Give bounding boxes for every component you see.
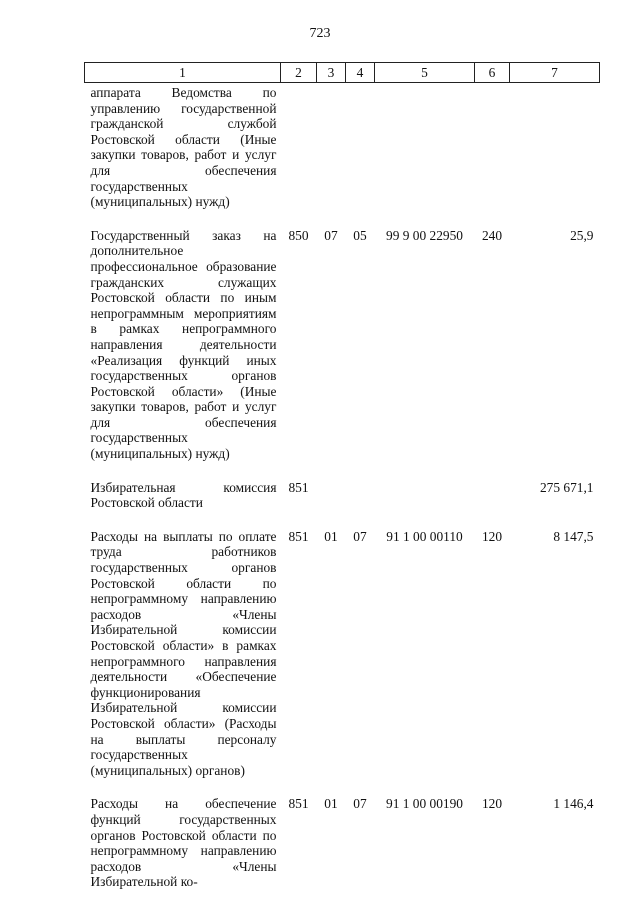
row-csr: 99 9 00 22950 xyxy=(386,227,463,243)
column-header: 7 xyxy=(510,63,600,83)
row-name: Расходы на обеспечение функций государственных органов Ростовской области по непрограммному направлению расходов «Члены Избирательной ко- xyxy=(90,796,277,890)
table-row xyxy=(85,83,600,228)
row-vr: 120 xyxy=(481,796,503,812)
column-header: 2 xyxy=(281,63,317,83)
table-row xyxy=(85,796,600,908)
row-ved: 851 xyxy=(288,479,309,495)
table-row xyxy=(85,228,600,480)
row-csr: 91 1 00 00190 xyxy=(386,796,463,812)
table-header-row xyxy=(85,63,600,83)
row-vr xyxy=(475,480,510,529)
row-ved xyxy=(281,83,317,228)
row-name: Государственный заказ на дополнительное профессиональное образование гражданских служащих Ростовской области по иным непрограммным мероприятиям в рамках непрограммного направления деятельности «Реализация функций иных государственных органов Ростовской области» (Иные закупки товаров, работ и услуг для обеспечения государственных (муниципальных) нужд) xyxy=(90,227,277,462)
column-header: 3 xyxy=(317,63,346,83)
row-csr xyxy=(375,83,475,228)
row-amount: 1 146,4 xyxy=(553,796,594,812)
row-vr: 240 xyxy=(481,227,503,243)
row-amount: 25,9 xyxy=(570,227,594,243)
row-amount: 275 671,1 xyxy=(539,479,594,495)
row-rz: 01 xyxy=(324,796,338,812)
row-amount: 8 147,5 xyxy=(553,528,594,544)
row-rz xyxy=(317,480,346,529)
column-header: 6 xyxy=(475,63,510,83)
row-name: Расходы на выплаты по оплате труда работников государственных органов Ростовской области по непрограммному направлению расходов «Члены Избирательной комиссии Ростовской области» в рамках непрограммного направления деятельности «Обеспечение функционирования Избирательной комиссии Ростовской области» (Расходы на выплаты персоналу государственных (муниципальных) органов) xyxy=(90,528,277,778)
row-ved: 850 xyxy=(288,227,309,243)
row-vr xyxy=(475,83,510,228)
row-rz xyxy=(317,83,346,228)
row-pr xyxy=(346,83,375,228)
row-vr: 120 xyxy=(481,528,503,544)
row-pr xyxy=(346,480,375,529)
row-csr xyxy=(375,480,475,529)
row-rz: 07 xyxy=(324,227,338,243)
column-header: 5 xyxy=(375,63,475,83)
row-name: Избирательная комиссия Ростовской области xyxy=(90,479,277,511)
row-pr: 05 xyxy=(353,227,367,243)
row-amount xyxy=(510,83,600,228)
page-number: 723 xyxy=(309,26,331,41)
column-header: 1 xyxy=(85,63,281,83)
row-csr: 91 1 00 00110 xyxy=(386,528,463,544)
table-row xyxy=(85,529,600,797)
row-ved: 851 xyxy=(288,796,309,812)
row-pr: 07 xyxy=(353,796,367,812)
budget-table xyxy=(84,62,600,908)
table-row xyxy=(85,480,600,529)
row-pr: 07 xyxy=(353,528,367,544)
row-ved: 851 xyxy=(288,528,309,544)
column-header: 4 xyxy=(346,63,375,83)
row-name: аппарата Ведомства по управлению государственной гражданской службой Ростовской области (Иные закупки товаров, работ и услуг для обеспечения государственных (муниципальных) нужд) xyxy=(90,85,277,210)
row-rz: 01 xyxy=(324,528,338,544)
